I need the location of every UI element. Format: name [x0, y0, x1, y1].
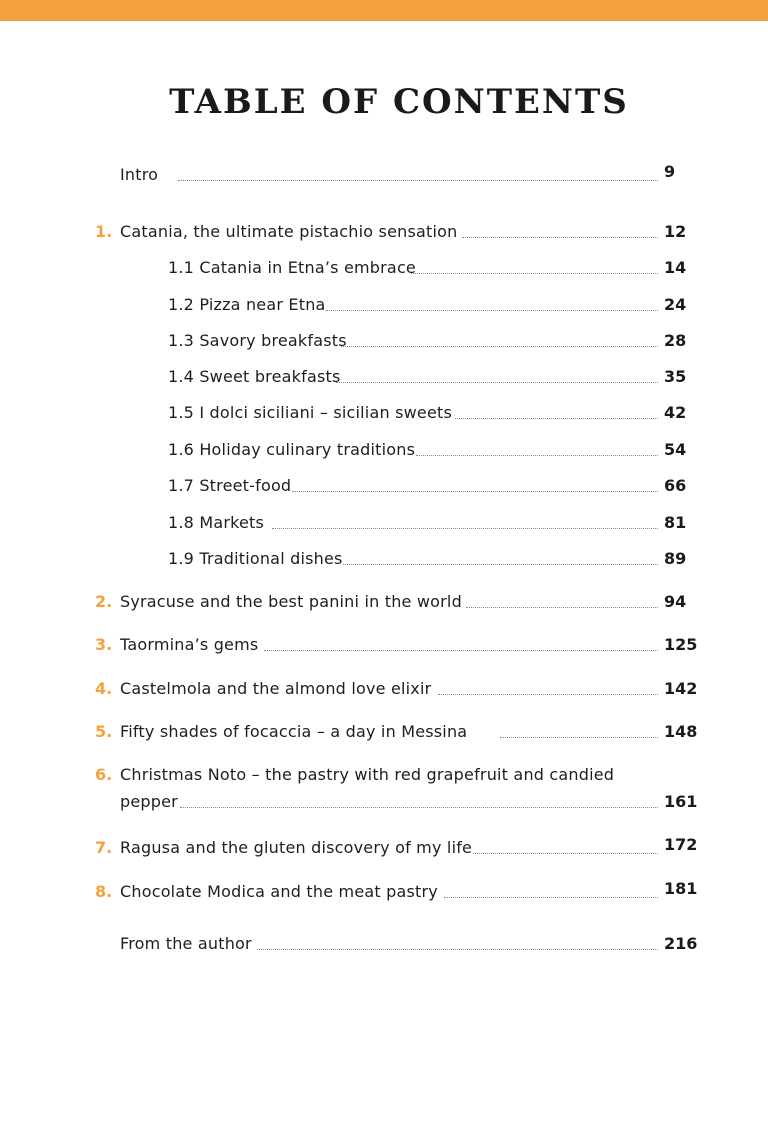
dot-leader	[341, 346, 658, 347]
toc-page-number: 81	[664, 513, 687, 532]
toc-entry-label-line-2: pepper	[120, 792, 178, 811]
dot-leader	[416, 455, 658, 456]
toc-entry-intro[interactable]	[0, 162, 768, 188]
chapter-number: 1.	[95, 222, 113, 241]
chapter-number: 3.	[95, 635, 113, 654]
toc-entry-chapter-1[interactable]	[0, 219, 768, 245]
dot-leader	[473, 853, 658, 854]
toc-page-number: 54	[664, 440, 687, 459]
toc-subentry-label: 1.5 I dolci siciliani – sicilian sweets	[168, 403, 452, 422]
toc-entry-label: From the author	[120, 934, 252, 953]
toc-page-number: 66	[664, 476, 687, 495]
toc-entry-chapter-8[interactable]	[0, 879, 768, 905]
toc-page-number: 142	[664, 679, 698, 698]
toc-entry-from-the-author[interactable]	[0, 931, 768, 957]
toc-page-number: 28	[664, 331, 687, 350]
toc-subentry[interactable]	[0, 437, 768, 463]
toc-page-number: 94	[664, 592, 687, 611]
toc-page-number: 172	[664, 835, 698, 854]
dot-leader	[178, 180, 658, 181]
dot-leader	[180, 807, 658, 808]
toc-subentry-label: 1.8 Markets	[168, 513, 265, 532]
dot-leader	[500, 737, 658, 738]
toc-page-number: 14	[664, 258, 687, 277]
dot-leader	[272, 528, 658, 529]
dot-leader	[336, 382, 658, 383]
toc-entry-chapter-5[interactable]	[0, 719, 768, 745]
toc-entry-label: Catania, the ultimate pistachio sensation	[120, 222, 458, 241]
dot-leader	[326, 310, 658, 311]
toc-subentry-label: 1.9 Traditional dishes	[168, 549, 343, 568]
toc-subentry-label: 1.1 Catania in Etna’s embrace	[168, 258, 416, 277]
chapter-number: 4.	[95, 679, 113, 698]
toc-subentry-label: 1.3 Savory breakfasts	[168, 331, 347, 350]
toc-page-number: 181	[664, 879, 698, 898]
toc-entry-label: Fifty shades of focaccia – a day in Messina	[120, 722, 468, 741]
toc-page-number: 42	[664, 403, 687, 422]
toc-subentry[interactable]	[0, 473, 768, 499]
dot-leader	[462, 237, 658, 238]
toc-entry-label: Intro	[120, 165, 159, 184]
toc-entry-chapter-3[interactable]	[0, 632, 768, 658]
toc-page-number: 89	[664, 549, 687, 568]
toc-page-number: 161	[664, 792, 698, 811]
toc-entry-label: Syracuse and the best panini in the world	[120, 592, 462, 611]
toc-page-number: 148	[664, 722, 698, 741]
toc-page-number: 35	[664, 367, 687, 386]
toc-entry-chapter-6[interactable]	[0, 762, 768, 824]
chapter-number: 7.	[95, 838, 113, 857]
dot-leader	[264, 650, 658, 651]
dot-leader	[257, 949, 658, 950]
toc-entry-label-line-1: Christmas Noto – the pastry with red grapefruit and candied	[120, 765, 615, 784]
toc-subentry-label: 1.4 Sweet breakfasts	[168, 367, 341, 386]
toc-subentry[interactable]	[0, 546, 768, 572]
toc-entry-label: Castelmola and the almond love elixir	[120, 679, 432, 698]
dot-leader	[466, 607, 658, 608]
dot-leader	[292, 491, 658, 492]
toc-entry-label: Ragusa and the gluten discovery of my life	[120, 838, 473, 857]
toc-entry-chapter-4[interactable]	[0, 676, 768, 702]
dot-leader	[343, 564, 658, 565]
toc-page-number: 216	[664, 934, 698, 953]
toc-page-number: 125	[664, 635, 698, 654]
chapter-number: 2.	[95, 592, 113, 611]
toc-subentry-label: 1.7 Street-food	[168, 476, 292, 495]
toc-entry-label: Chocolate Modica and the meat pastry	[120, 882, 438, 901]
dot-leader	[455, 418, 658, 419]
toc-subentry[interactable]	[0, 400, 768, 426]
dot-leader	[438, 694, 658, 695]
toc-page-number: 24	[664, 295, 687, 314]
chapter-number: 5.	[95, 722, 113, 741]
dot-leader	[411, 273, 658, 274]
toc-entry-chapter-7[interactable]	[0, 835, 768, 861]
toc-subentry[interactable]	[0, 364, 768, 390]
chapter-number: 6.	[95, 765, 113, 784]
toc-subentry[interactable]	[0, 292, 768, 318]
toc-subentry[interactable]	[0, 255, 768, 281]
page-title: TABLE OF CONTENTS	[169, 82, 629, 122]
toc-subentry-label: 1.2 Pizza near Etna	[168, 295, 326, 314]
chapter-number: 8.	[95, 882, 113, 901]
toc-subentry[interactable]	[0, 510, 768, 536]
toc-entry-label: Taormina’s gems	[120, 635, 259, 654]
toc-page-number: 9	[664, 162, 676, 181]
dot-leader	[444, 897, 658, 898]
toc-subentry[interactable]	[0, 328, 768, 354]
top-accent-bar	[0, 0, 768, 21]
toc-subentry-label: 1.6 Holiday culinary traditions	[168, 440, 416, 459]
toc-entry-chapter-2[interactable]	[0, 589, 768, 615]
toc-page-number: 12	[664, 222, 687, 241]
